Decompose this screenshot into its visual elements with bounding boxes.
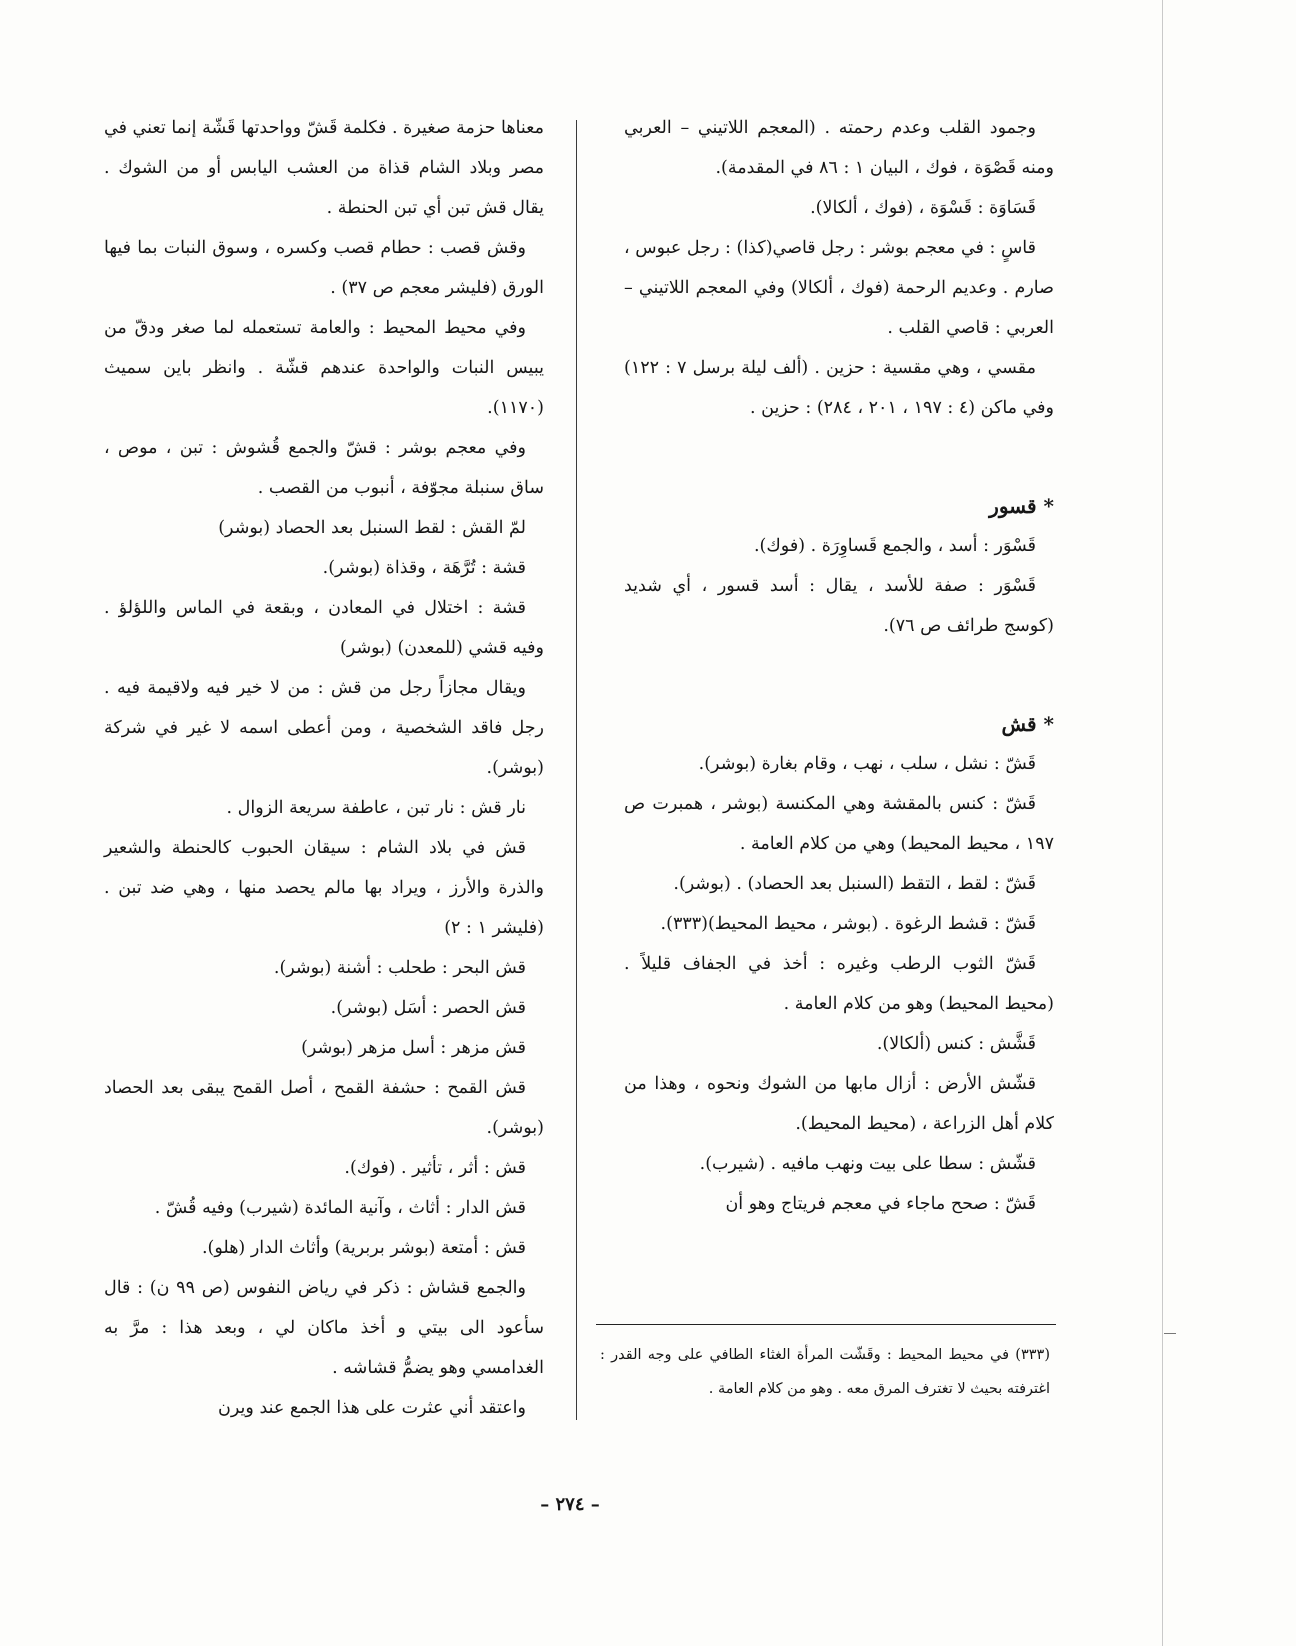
entry-qas: قاسٍ : في معجم بوشر : رجل قاصي(كذا) : رجل عبوس ، صارم . وعديم الرحمة (فوك ، ألكالا) وفي المعجم اللاتيني – العربي : قاصي القلب . [624, 238, 1054, 338]
right-column [624, 108, 1054, 1224]
entry-bocthor-qushush: وفي معجم بوشر : قشّ والجمع قُشوش : تبن ، موص ، ساق سنبلة مجوّفة ، أنبوب من القصب . [104, 438, 544, 498]
entry-qashshash-1: قَشَّش : كنس (ألكالا). [876, 1034, 1036, 1054]
entry-qash-qasab: وقش قصب : حطام قصب وكسره ، وسوق النبات بما فيها الورق (فليشر معجم ص ٣٧) . [104, 238, 544, 298]
left-column [104, 108, 544, 1428]
entry-muqsi: مقسي ، وهي مقسية : حزين . (ألف ليلة برسل ٧ : ١٢٢) وفي ماكن (٤ : ١٩٧ ، ٢٠١ ، ٢٨٤) : حزين . [624, 358, 1054, 418]
entry-qash-amtia: قش : أمتعة (بوشر بربرية) وأثاث الدار (هلو). [201, 1238, 526, 1258]
entry-qash-al-qamh: قش القمح : حشفة القمح ، أصل القمح يبقى بعد الحصاد (بوشر). [104, 1078, 544, 1138]
entry-qash-athar: قش : أثر ، تأثير . (فوك). [344, 1158, 526, 1178]
margin-tick [1164, 1333, 1176, 1334]
entry-qash-al-dar: قش الدار : أثاث ، وآنية المائدة (شيرب) وفيه قُشّ . [154, 1198, 526, 1218]
entry-qasawa: قَسَاوَة : قَسْوَة ، (فوك ، ألكالا). [810, 198, 1036, 218]
entry-qashsha-turraha: قشة : تُرَّهَة ، وقذاة (بوشر). [322, 558, 526, 578]
entry-qishash-plural: والجمع قشاش : ذكر في رياض النفوس (ص ٩٩ ن) : قال سأعود الى بيتي و أخذ ماكان لي ، وبعد هذا : مرَّ به الغدامسي وهو يضمُّ قشاشه . [104, 1278, 544, 1378]
heading-qash: * قش [1001, 712, 1054, 736]
entry-qashshash-3: قشّش : سطا على بيت ونهب مافيه . (شيرب). [699, 1154, 1036, 1174]
page-edge-line [1162, 0, 1163, 1646]
entry-qaswar-2: قَسْوَر : صفة للأسد ، يقال : أسد قسور ، أي شديد (كوسج طرائف ص ٧٦). [624, 576, 1054, 636]
page-number: – ٢٧٤ – [540, 1494, 600, 1515]
entry-qashsha-meaning: معناها حزمة صغيرة . فكلمة قَشّ وواحدتها قَشّة إنما تعني في مصر وبلاد الشام قذاة من العشب اليابس أو من الشوك . يقال قش تبن أي تبن الحنطة . [104, 118, 544, 218]
entry-qash-muzhir: قش مزهر : أسل مزهر (بوشر) [301, 1038, 526, 1058]
entry-nar-qash: نار قش : نار تبن ، عاطفة سريعة الزوال . [226, 798, 526, 818]
section-gap [624, 646, 1054, 704]
heading-qaswar: * قسور [989, 494, 1054, 518]
entry-qashsha-ikhtilal: قشة : اختلال في المعادن ، وبقعة في الماس واللؤلؤ . وفيه قشي (للمعدن) (بوشر) [104, 598, 544, 658]
entry-qash-6: قَشّ : صحح ماجاء في معجم فريتاج وهو أن [725, 1194, 1036, 1214]
entry-qaswa-continued: وجمود القلب وعدم رحمته . (المعجم اللاتيني – العربي ومنه قَصْوَة ، فوك ، البيان ١ : ٨٦ في المقدمة). [624, 118, 1054, 178]
entry-qash-4: قَشّ : قشط الرغوة . (بوشر ، محيط المحيط)(٣٣٣). [660, 914, 1036, 934]
entry-qash-al-husr: قش الحصر : أسَل (بوشر). [330, 998, 526, 1018]
entry-qash-al-bahr: قش البحر : طحلب : أشنة (بوشر). [273, 958, 526, 978]
footnote [600, 1338, 1050, 1406]
entry-qash-1: قَشّ : نشل ، سلب ، نهب ، وقام بغارة (بوشر). [698, 754, 1036, 774]
entry-qaswar-1: قَسْوَر : أسد ، والجمع قَساوِرَة . (فوك). [753, 536, 1036, 556]
entry-wa-atagid: واعتقد أني عثرت على هذا الجمع عند ويرن [218, 1398, 526, 1418]
footnote-rule [596, 1324, 1056, 1325]
section-gap [624, 428, 1054, 486]
entry-muhit-al-muhit: وفي محيط المحيط : والعامة تستعمله لما صغر ودقّ من يبيس النبات والواحدة عندهم قشّة . وانظر باين سميث (١١٧٠). [104, 318, 544, 418]
footnote-333: (٣٣٣) في محيط المحيط : وقَشّت المرأة الغثاء الطافي على وجه القدر : اغترفته بحيث لا تغترف المرق معه . وهو من كلام العامة . [600, 1347, 1050, 1397]
entry-qash-bilad-al-sham: قش في بلاد الشام : سيقان الحبوب كالحنطة والشعير والذرة والأرز ، ويراد بها مالم يحصد منها ، وهي ضد تبن . (فليشر ١ : ٢) [104, 838, 544, 938]
entry-rajul-min-qash: ويقال مجازاً رجل من قش : من لا خير فيه ولاقيمة فيه . رجل فاقد الشخصية ، ومن أعطى اسمه لا غير في شركة (بوشر). [104, 678, 544, 778]
entry-lamm-al-qash: لمّ القش : لقط السنبل بعد الحصاد (بوشر) [218, 518, 526, 538]
entry-qashshash-2: قشّش الأرض : أزال مابها من الشوك ونحوه ، وهذا من كلام أهل الزراعة ، (محيط المحيط). [624, 1074, 1054, 1134]
entry-qash-3: قَشّ : لقط ، التقط (السنبل بعد الحصاد) . (بوشر). [673, 874, 1036, 894]
entry-qash-2: قَشّ : كنس بالمقشة وهي المكنسة (بوشر ، همبرت ص ١٩٧ ، محيط المحيط) وهي من كلام العامة . [624, 794, 1054, 854]
column-divider [576, 120, 577, 1420]
entry-qash-5: قَشّ الثوب الرطب وغيره : أخذ في الجفاف قليلاً . (محيط المحيط) وهو من كلام العامة . [624, 954, 1054, 1014]
